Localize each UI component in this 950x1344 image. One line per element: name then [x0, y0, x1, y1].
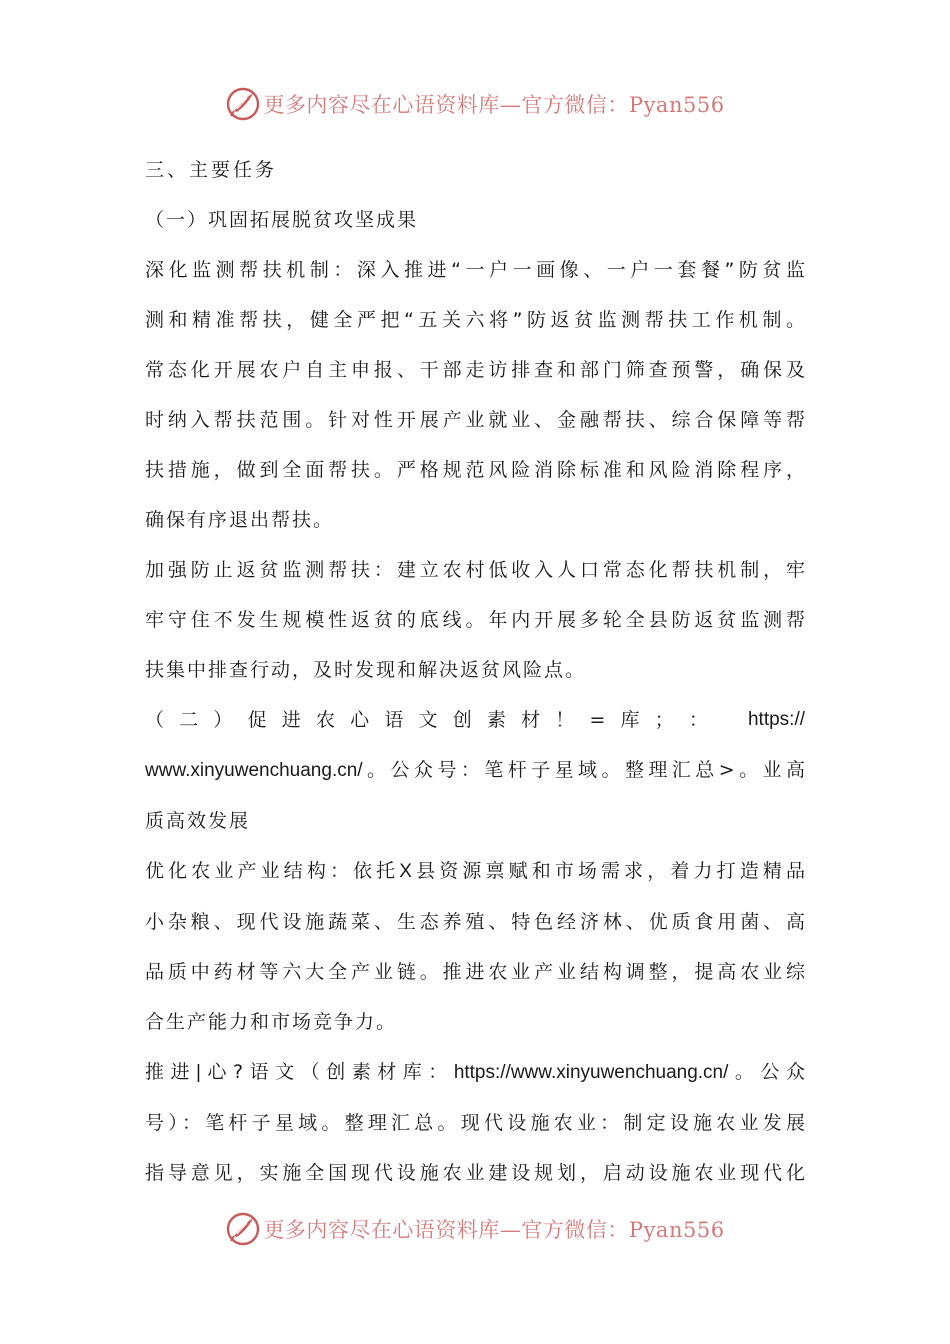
- text-line: 质高效发展: [145, 810, 251, 832]
- heading-text-spread: [145, 695, 708, 745]
- text-line: 常态化开展农户自主申报、干部走访排查和部门筛查预警，确保及: [145, 359, 805, 381]
- subsection-heading-1: （一）巩固拓展脱贫攻坚成果: [145, 209, 419, 231]
- heading-char: ；: [654, 709, 674, 731]
- text-line: [145, 846, 805, 897]
- url-text: www.xinyuwenchuang.cn/: [145, 760, 363, 781]
- header-watermark-banner: [0, 82, 950, 126]
- text-line: 品质中药材等六大全产业链。推进农业产业结构调整，提高农业综: [145, 961, 805, 983]
- text-line: 测和精准帮扶，健全严把“五关六将”防返贫监测帮扶工作机制。: [145, 309, 805, 331]
- text-fragment: X: [399, 861, 412, 882]
- heading-char: 创: [452, 709, 472, 731]
- text-fragment: 优化农业产业结构：依托: [145, 860, 400, 882]
- heading-char: 心: [350, 709, 370, 731]
- text-fragment: |: [196, 1062, 201, 1083]
- heading-char: =: [589, 709, 606, 731]
- footer-watermark-banner: [0, 1207, 950, 1251]
- url-fragment: https://: [747, 709, 805, 730]
- heading-char: ！: [555, 709, 575, 731]
- heading-char: 进: [281, 709, 301, 731]
- heading-char: 农: [315, 709, 335, 731]
- text-line: 合生产能力和市场竞争力。: [145, 1011, 398, 1033]
- heading-char: （: [145, 709, 165, 731]
- text-fragment: 推进: [145, 1061, 197, 1083]
- heading-char: ：: [688, 709, 708, 731]
- text-line: 加强防止返贫监测帮扶：建立农村低收入人口常态化帮扶机制，牢: [145, 559, 805, 581]
- text-fragment: 县资源禀赋和市场需求，着力打造精品: [411, 860, 805, 882]
- subsection-heading-2: [145, 695, 805, 745]
- quill-seal-icon: [225, 1211, 261, 1247]
- text-line: 牢守住不发生规模性返贫的底线。年内开展多轮全县防返贫监测帮: [145, 609, 805, 631]
- document-body: [145, 145, 805, 1198]
- text-line: 深化监测帮扶机制：深入推进“一户一画像、一户一套餐”防贫监: [145, 259, 805, 281]
- heading-char: 文: [418, 709, 438, 731]
- section-heading: 三、主要任务: [145, 159, 278, 181]
- heading-char: 二: [179, 709, 199, 731]
- heading-char: 语: [384, 709, 404, 731]
- heading-char: 材: [521, 709, 541, 731]
- text-line: 扶措施，做到全面帮扶。严格规范风险消除标准和风险消除程序，: [145, 459, 805, 481]
- text-line: [145, 745, 805, 796]
- text-line: 指导意见，实施全国现代设施农业建设规划，启动设施农业现代化: [145, 1162, 805, 1184]
- text-fragment: 。公众号：笔杆子星域。整理汇总>。业高: [362, 759, 805, 781]
- url-text: https://www.xinyuwenchuang.cn/: [453, 1062, 729, 1083]
- text-line: 时纳入帮扶范围。针对性开展产业就业、金融帮扶、综合保障等帮: [145, 409, 805, 431]
- heading-char: 素: [486, 709, 506, 731]
- text-line: 小杂粮、现代设施蔬菜、生态养殖、特色经济林、优质食用菌、高: [145, 911, 805, 933]
- text-fragment: 心?语文（创素材库：: [200, 1061, 454, 1083]
- quill-seal-icon: [225, 86, 261, 122]
- heading-char: ）: [213, 709, 233, 731]
- heading-char: 库: [620, 709, 640, 731]
- text-line: 扶集中排查行动，及时发现和解决返贫风险点。: [145, 659, 587, 681]
- text-line: 确保有序退出帮扶。: [145, 509, 335, 531]
- footer-watermark-text: 更多内容尽在心语资料库—官方微信：Pyan556: [263, 1218, 725, 1242]
- text-line: 号）：笔杆子星域。整理汇总。现代设施农业：制定设施农业发展: [145, 1112, 805, 1134]
- heading-char: 促: [247, 709, 267, 731]
- header-watermark-text: 更多内容尽在心语资料库—官方微信：Pyan556: [263, 93, 725, 117]
- text-line: [145, 1047, 805, 1098]
- text-fragment: 。公众: [728, 1061, 805, 1083]
